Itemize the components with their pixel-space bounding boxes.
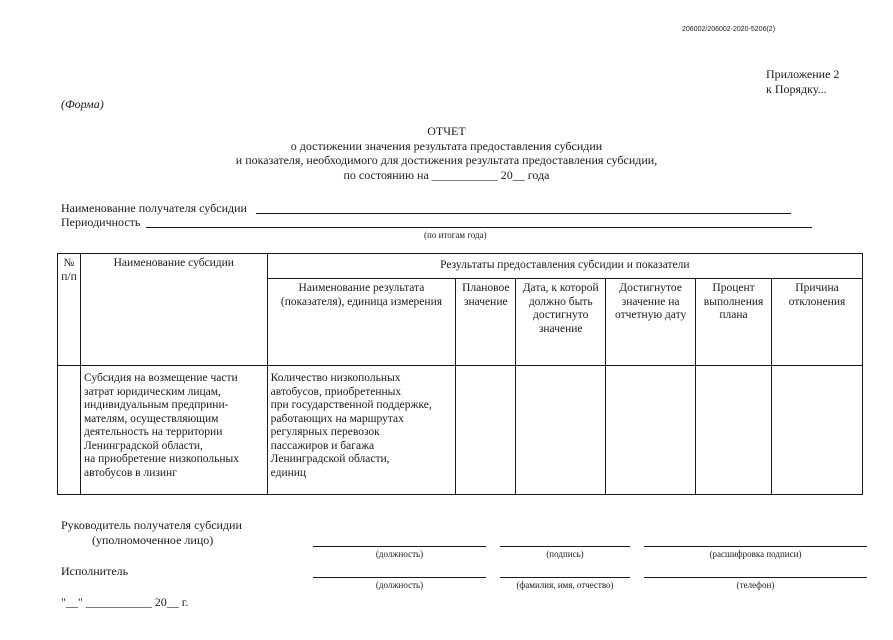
appendix-line-2: к Порядку... — [766, 82, 827, 96]
caption-decoding: (расшифровка подписи) — [709, 549, 802, 559]
header-reason: Причина отклонения — [772, 279, 863, 366]
appendix-note — [766, 67, 839, 97]
cell-result-name: Количество низкопольных автобусов, приобретенных при государственной поддержке, работающих на маршрутах регулярных перевозок пассажиров и багажа Ленинградской области, единиц — [267, 366, 456, 495]
head-sublabel: (уполномоченное лицо) — [92, 533, 214, 547]
caption-phone: (телефон) — [736, 580, 775, 590]
header-achieved: Достигнутое значение на отчетную дату — [606, 279, 696, 366]
cell-reason — [772, 366, 863, 495]
title-line-2: о достижении значения результата предоставления субсидии — [290, 138, 603, 153]
fio-line — [500, 577, 630, 578]
title-line-4: по состоянию на ___________ 20__ года — [343, 167, 550, 182]
caption-fio: (фамилия, имя, отчество) — [516, 580, 614, 590]
signature-line — [500, 546, 630, 547]
cell-achieved — [606, 366, 696, 495]
recipient-underline — [256, 213, 791, 214]
date-line: "__" ___________ 20__ г. — [61, 595, 189, 609]
cell-percent — [696, 366, 772, 495]
header-subsidy-name: Наименование субсидии — [80, 254, 267, 366]
report-table — [57, 253, 863, 495]
document-id: 206002/206002-2020-5206(2) — [682, 26, 776, 33]
position-line — [313, 546, 486, 547]
cell-subsidy-name: Субсидия на возмещение части затрат юридическим лицам, индивидуальным предприни- мателям, осуществляющим деятельность на территории Ленинградской области, на приобретение низкопольных автобусов в лизинг — [80, 366, 267, 495]
phone-line — [644, 577, 867, 578]
header-result-name: Наименование результата (показателя), единица измерения — [267, 279, 456, 366]
recipient-label: Наименование получателя субсидии — [61, 201, 247, 215]
appendix-line-1: Приложение 2 — [766, 67, 840, 81]
header-num: № п/п — [58, 254, 81, 366]
head-label: Руководитель получателя субсидии — [61, 518, 242, 532]
caption-signature: (подпись) — [546, 549, 584, 559]
periodicity-label: Периодичность — [61, 215, 141, 229]
form-label: (Форма) — [61, 97, 104, 111]
position-line-2 — [313, 577, 486, 578]
title-line-3: и показателя, необходимого для достижения результата предоставления субсидии, — [235, 153, 658, 167]
executor-label: Исполнитель — [61, 564, 129, 578]
periodicity-note: (по итогам года) — [424, 230, 487, 240]
caption-position: (должность) — [375, 549, 424, 559]
header-percent: Процент выполнения плана — [696, 279, 772, 366]
header-date: Дата, к которой должно быть достигнуто значение — [516, 279, 606, 366]
periodicity-underline — [146, 227, 812, 228]
table-row — [58, 366, 863, 495]
report-title — [0, 124, 893, 182]
header-results-group: Результаты предоставления субсидии и показатели — [267, 254, 862, 279]
decoding-line — [644, 546, 867, 547]
cell-planned — [456, 366, 516, 495]
header-planned: Плановое значение — [456, 279, 516, 366]
cell-date — [516, 366, 606, 495]
caption-position-2: (должность) — [375, 580, 424, 590]
cell-num — [58, 366, 81, 495]
title-line-1: ОТЧЕТ — [427, 124, 466, 138]
